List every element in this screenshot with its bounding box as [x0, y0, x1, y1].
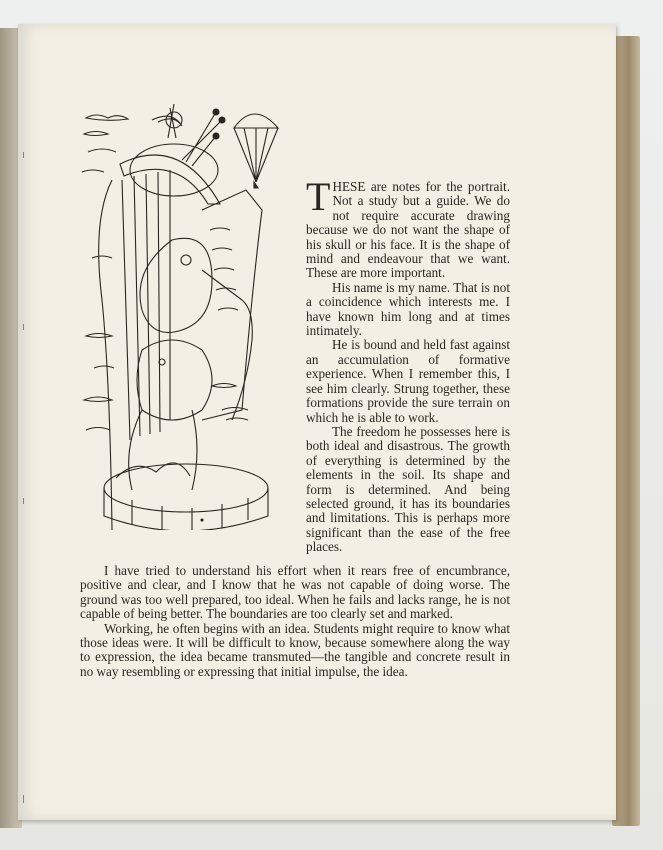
paragraph: The freedom he possesses here is both ideal and disastrous. The growth of everything is determined by the elements in the soil. Its shape and form is determined. And being selected ground, it has its boundaries and limitations. This is perhaps more significant than the ease of the free places. — [306, 423, 510, 555]
paragraph: His name is my name. That is not a coincidence which interests me. I have known him long and at times intimately. — [306, 279, 510, 339]
full-width-text — [80, 564, 510, 679]
gutter-mark — [23, 498, 24, 504]
right-column-text — [306, 174, 510, 555]
paragraph: He is bound and held fast against an accumulation of formative experience. When I remember this, I see him clearly. Strung together, these formations provide the sure terrain on which he is able to work. — [306, 337, 510, 425]
gutter-mark — [23, 795, 24, 803]
harp-figure-illustration — [82, 100, 292, 530]
gutter-mark — [23, 152, 24, 158]
paragraph: I have tried to understand his effort when it rears free of encumbrance, positive and clear, and I know that he was not capable of doing worse. The ground was too well prepared, too ideal. When he fails and lacks range, he is not capable of being better. The boundaries are too clearly set and marked. — [80, 563, 510, 622]
paragraph: Working, he often begins with an idea. Students might require to know what those ideas were. It will be difficult to know, because somewhere along the way to expression, the idea became transmuted—the tangible and concrete result in no way resembling or expressing that initial impulse, the idea. — [80, 620, 510, 679]
gutter-mark — [23, 324, 24, 330]
book-cover-edge — [612, 36, 640, 826]
drop-cap: T — [306, 174, 331, 219]
paragraph-text: HESE are notes for the portrait. Not a study but a guide. We do not require accurate drawing because we do not want the shape of his skull or his face. It is the shape of mind and endeavour that we want. These are more important. — [306, 179, 510, 281]
paragraph-intro — [306, 174, 510, 281]
